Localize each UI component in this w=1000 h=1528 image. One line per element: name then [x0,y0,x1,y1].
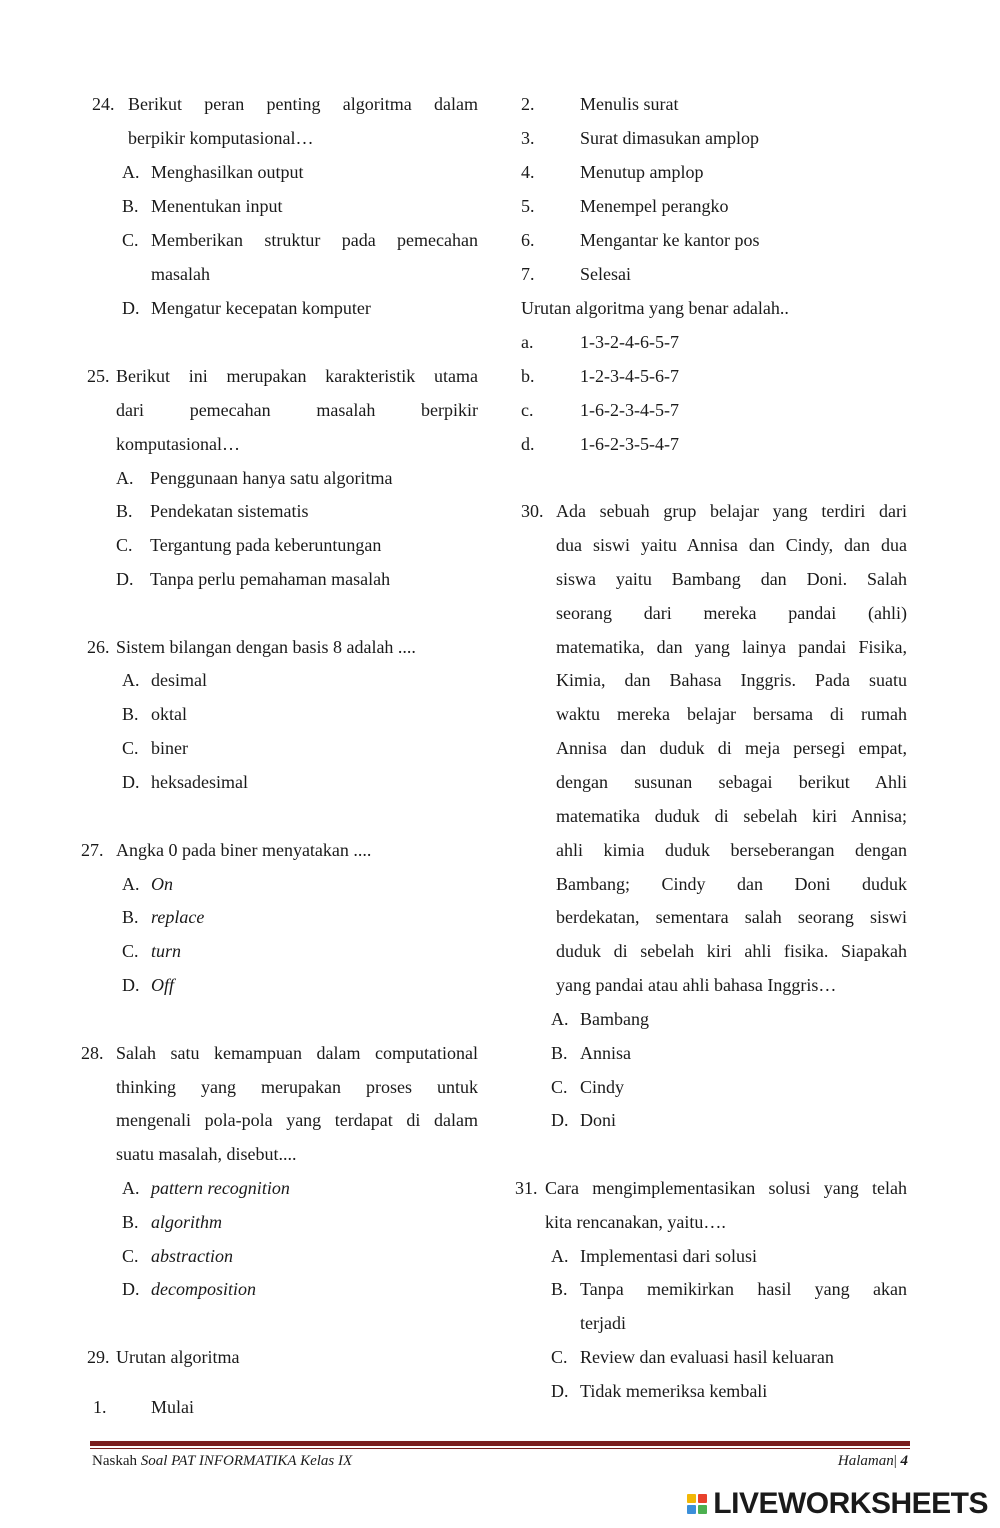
q26-option-a[interactable]: desimal [151,670,207,690]
q31-option-b-line-2[interactable]: terjadi [580,1313,626,1333]
q25-option-c[interactable]: Tergantung pada keberuntungan [150,535,382,555]
q28-option-b-letter: B. [122,1212,139,1232]
q24-number: 24. [92,94,115,114]
q29-option-a[interactable]: 1-3-2-4-6-5-7 [580,332,679,352]
q28-text-line-1: Salah satu kemampuan dalam computational [116,1043,478,1063]
q24-option-c-letter: C. [122,230,139,250]
q24-option-d-letter: D. [122,298,140,318]
q31-number: 31. [515,1178,538,1198]
q30-text-line-8: Annisa dan duduk di meja persegi empat, [556,738,907,758]
q26-option-b[interactable]: oktal [151,704,187,724]
q29-prompt: Urutan algoritma yang benar adalah.. [521,298,789,318]
q29-option-d-letter: d. [521,434,535,454]
q30-option-b-letter: B. [551,1043,568,1063]
q31-option-c[interactable]: Review dan evaluasi hasil keluaran [580,1347,834,1367]
q24-option-b-letter: B. [122,196,139,216]
q29-step-4: Menutup amplop [580,162,704,182]
q28-option-d[interactable]: decomposition [151,1279,256,1299]
liveworksheets-logo-icon [687,1494,707,1514]
q29-step-7: Selesai [580,264,631,284]
q26-number: 26. [87,637,110,657]
q25-option-b-letter: B. [116,501,133,521]
q26-option-c-letter: C. [122,738,139,758]
q28-number: 28. [81,1043,104,1063]
q25-option-d[interactable]: Tanpa perlu pemahaman masalah [150,569,391,589]
q24-option-b[interactable]: Menentukan input [151,196,283,216]
q29-number: 29. [87,1347,110,1367]
q26-option-a-letter: A. [122,670,140,690]
q26-option-b-letter: B. [122,704,139,724]
q25-number: 25. [87,366,110,386]
q29-text: Urutan algoritma [116,1347,240,1367]
q29-step-2-number: 2. [521,94,535,114]
q28-text-line-3: mengenali pola-pola yang terdapat di dalam [116,1110,478,1130]
q30-option-c[interactable]: Cindy [580,1077,625,1097]
q24-option-c[interactable]: Memberikan struktur pada pemecahan [151,230,478,250]
q29-option-c-letter: c. [521,400,534,420]
q24-text-line-2: berpikir komputasional… [128,128,314,148]
footer-prefix: Naskah [92,1453,141,1469]
q30-option-d[interactable]: Doni [580,1110,616,1130]
q25-option-a-letter: A. [116,468,134,488]
q31-option-a-letter: A. [551,1246,569,1266]
q29-option-a-letter: a. [521,332,534,352]
q27-text: Angka 0 pada biner menyatakan .... [116,840,372,860]
q26-text: Sistem bilangan dengan basis 8 adalah .... [116,637,416,657]
q30-option-a[interactable]: Bambang [580,1009,649,1029]
q28-option-b[interactable]: algorithm [151,1212,223,1232]
q27-option-b-letter: B. [122,907,139,927]
q29-step-5: Menempel perangko [580,196,729,216]
q29-option-d[interactable]: 1-6-2-3-5-4-7 [580,434,679,454]
q28-text-line-2: thinking yang merupakan proses untuk [116,1077,478,1097]
q30-text-line-5: matematika, dan yang lainya pandai Fisika, [556,637,907,657]
footer-title [92,1451,352,1471]
q28-option-a[interactable]: pattern recognition [151,1178,290,1198]
q31-option-b[interactable]: Tanpa memikirkan hasil yang akan [580,1279,907,1299]
q30-text-line-11: ahli kimia duduk berseberangan dengan [556,840,907,860]
q30-text-line-9: dengan susunan sebagai berikut Ahli [556,772,907,792]
footer-page [838,1451,908,1471]
q27-option-a-letter: A. [122,874,140,894]
q31-option-a[interactable]: Implementasi dari solusi [580,1246,757,1266]
q28-text-line-4: suatu masalah, disebut.... [116,1144,297,1164]
q27-option-d[interactable]: Off [151,975,175,995]
q27-number: 27. [81,840,104,860]
footer-page-separator: | [893,1453,901,1469]
q24-option-a[interactable]: Menghasilkan output [151,162,304,182]
q26-option-d[interactable]: heksadesimal [151,772,248,792]
q30-option-c-letter: C. [551,1077,568,1097]
q28-option-d-letter: D. [122,1279,140,1299]
footer-exam-title: Soal PAT INFORMATIKA Kelas IX [140,1453,353,1469]
q24-option-a-letter: A. [122,162,140,182]
q25-option-b[interactable]: Pendekatan sistematis [150,501,309,521]
q30-text-line-1: Ada sebuah grup belajar yang terdiri dari [556,501,907,521]
footer-rule-thick [90,1441,910,1446]
q27-option-c-letter: C. [122,941,139,961]
q29-option-c[interactable]: 1-6-2-3-4-5-7 [580,400,679,420]
q26-option-c[interactable]: biner [151,738,188,758]
q30-text-line-15: yang pandai atau ahli bahasa Inggris… [556,975,837,995]
q24-option-d[interactable]: Mengatur kecepatan komputer [151,298,371,318]
q30-option-b[interactable]: Annisa [580,1043,631,1063]
q29-option-b-letter: b. [521,366,535,386]
q30-text-line-13: berdekatan, sementara salah seorang siswi [556,907,907,927]
q26-option-d-letter: D. [122,772,140,792]
q25-option-c-letter: C. [116,535,133,555]
q27-option-a[interactable]: On [151,874,173,894]
q28-option-a-letter: A. [122,1178,140,1198]
footer-page-label: Halaman [837,1453,894,1469]
q29-step-2: Menulis surat [580,94,679,114]
q30-text-line-2: dua siswi yaitu Annisa dan Cindy, dan dua [556,535,907,555]
q24-text-line-1: Berikut peran penting algoritma dalam [128,94,478,114]
q31-text-line-1: Cara mengimplementasikan solusi yang telah [545,1178,907,1198]
q30-text-line-12: Bambang; Cindy dan Doni duduk [556,874,907,894]
q30-text-line-3: siswa yaitu Bambang dan Doni. Salah [556,569,907,589]
q29-step-1-number: 1. [93,1397,107,1417]
q29-step-6: Mengantar ke kantor pos [580,230,760,250]
q27-option-b[interactable]: replace [151,907,205,927]
q31-text-line-2: kita rencanakan, yaitu…. [545,1212,726,1232]
q30-text-line-10: matematika duduk di sebelah kiri Annisa; [556,806,907,826]
q31-option-c-letter: C. [551,1347,568,1367]
q29-step-6-number: 6. [521,230,535,250]
q31-option-d-letter: D. [551,1381,569,1401]
q30-number: 30. [521,501,544,521]
liveworksheets-watermark[interactable] [687,1486,988,1522]
q24-option-c-line-2[interactable]: masalah [151,264,210,284]
q25-text-line-3: komputasional… [116,434,240,454]
footer-page-number: 4 [900,1453,908,1469]
q29-step-7-number: 7. [521,264,535,284]
liveworksheets-text: LIVEWORKSHEETS [713,1487,988,1520]
q29-step-4-number: 4. [521,162,535,182]
footer-rule-thin [90,1448,910,1449]
q29-option-b[interactable]: 1-2-3-4-5-6-7 [580,366,679,386]
q28-option-c-letter: C. [122,1246,139,1266]
q25-option-a[interactable]: Penggunaan hanya satu algoritma [150,468,393,488]
q28-option-c[interactable]: abstraction [151,1246,234,1266]
q29-step-3-number: 3. [521,128,535,148]
q29-step-1: Mulai [151,1397,194,1417]
q30-text-line-6: Kimia, dan Bahasa Inggris. Pada suatu [556,670,907,690]
q31-option-d[interactable]: Tidak memeriksa kembali [580,1381,768,1401]
q30-text-line-14: duduk di sebelah kiri ahli fisika. Siapakah [556,941,907,961]
q27-option-d-letter: D. [122,975,140,995]
q30-option-d-letter: D. [551,1110,569,1130]
q25-option-d-letter: D. [116,569,134,589]
q29-step-3: Surat dimasukan amplop [580,128,759,148]
q31-option-b-letter: B. [551,1279,568,1299]
q29-step-5-number: 5. [521,196,535,216]
q30-option-a-letter: A. [551,1009,569,1029]
q27-option-c[interactable]: turn [151,941,182,961]
q30-text-line-4: seorang dari mereka pandai (ahli) [556,603,907,623]
q25-text-line-1: Berikut ini merupakan karakteristik utama [116,366,478,386]
q30-text-line-7: waktu mereka belajar bersama di rumah [556,704,907,724]
q25-text-line-2: dari pemecahan masalah berpikir [116,400,478,420]
